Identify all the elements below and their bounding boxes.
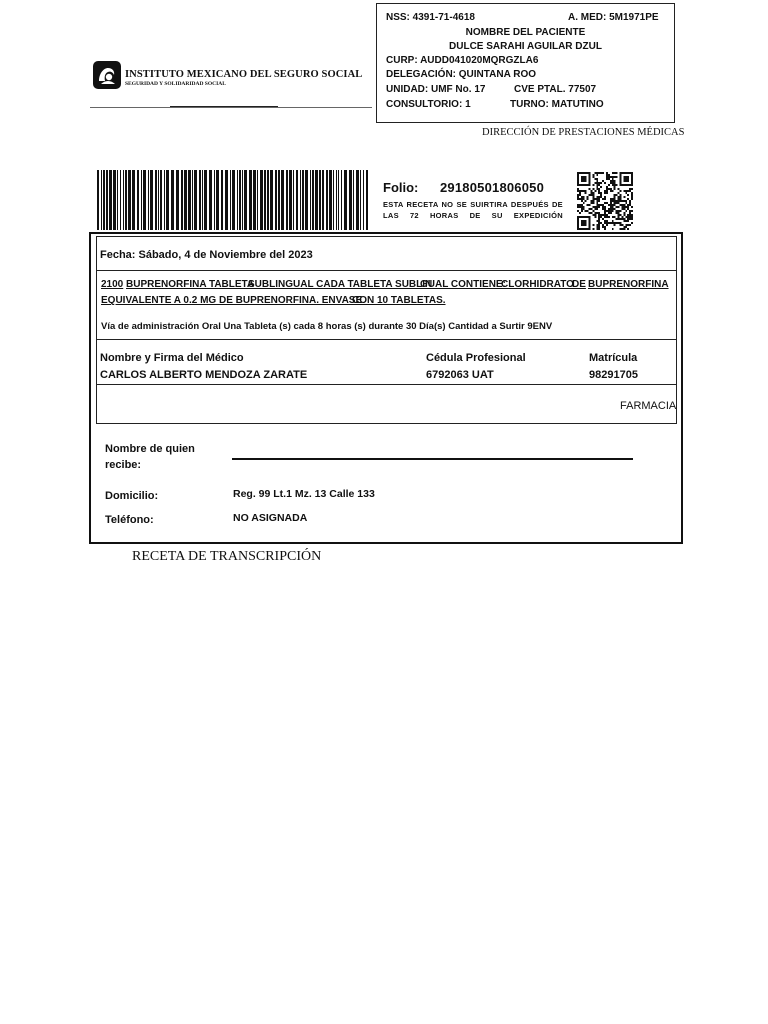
- med-text: CLORHIDRATO: [501, 279, 574, 290]
- divider: [97, 270, 677, 271]
- patient-delegacion: DELEGACIÓN: QUINTANA ROO: [386, 69, 536, 80]
- folio-expiry-note: ESTA RECETA NO SE SUIRTIRA DESPUÉS DE LAS 72 HORAS DE SU EXPEDICIÓN: [383, 200, 563, 220]
- doctor-name: CARLOS ALBERTO MENDOZA ZARATE: [100, 369, 308, 381]
- institution-tagline: SEGURIDAD Y SOLIDARIDAD SOCIAL: [125, 81, 226, 87]
- cedula-label: Cédula Profesional: [426, 352, 526, 364]
- patient-cve-ptal: CVE PTAL. 77507: [514, 84, 597, 95]
- doctor-name-label: Nombre y Firma del Médico: [100, 352, 244, 364]
- patient-nss: NSS: 4391-71-4618: [386, 12, 475, 23]
- med-text: DE: [572, 279, 586, 290]
- prescription-date: Fecha: Sábado, 4 de Noviembre del 2023: [100, 249, 313, 261]
- matricula-label: Matrícula: [589, 352, 638, 364]
- patient-turno: TURNO: MATUTINO: [510, 99, 604, 110]
- institution-name: INSTITUTO MEXICANO DEL SEGURO SOCIAL: [125, 69, 363, 80]
- divider: [97, 384, 677, 385]
- med-text: SUBLINGUAL CADA TABLETA SUBLIN: [248, 279, 433, 290]
- med-text: CON 10 TABLETAS.: [352, 295, 446, 306]
- administration-instructions: Vía de administración Oral Una Tableta (s) cada 8 horas (s) durante 30 Día(s) Cantidad a Surtir 9ENV: [101, 321, 553, 332]
- cedula-value: 6792063 UAT: [426, 369, 494, 381]
- patient-unidad: UNIDAD: UMF No. 17: [386, 84, 486, 95]
- recipient-signature-line: [232, 458, 633, 460]
- imss-logo: [92, 60, 363, 94]
- matricula-value: 98291705: [589, 369, 638, 381]
- qr-code-icon: [577, 172, 633, 230]
- footer-title: RECETA DE TRANSCRIPCIÓN: [132, 549, 322, 564]
- divider: [97, 339, 677, 340]
- telefono-label: Teléfono:: [105, 514, 154, 526]
- barcode-icon: [97, 170, 369, 230]
- med-text: BUPRENORFINA TABLETA: [126, 279, 255, 290]
- patient-info-box: [376, 3, 675, 123]
- logo-divider: [90, 107, 372, 108]
- med-text: GUAL CONTIENE:: [420, 279, 506, 290]
- imss-eagle-family-logo-icon: [92, 60, 122, 90]
- recibe-label-cont: recibe:: [105, 459, 142, 471]
- farmacia-label: FARMACIA: [620, 400, 677, 412]
- patient-name-label: NOMBRE DEL PACIENTE: [465, 27, 586, 38]
- logo-divider-accent: [170, 106, 278, 107]
- med-code: 2100: [101, 279, 124, 290]
- patient-consultorio: CONSULTORIO: 1: [386, 99, 471, 110]
- folio-label: Folio:: [383, 180, 419, 195]
- telefono-value: NO ASIGNADA: [233, 512, 308, 524]
- domicilio-label: Domicilio:: [105, 490, 159, 502]
- patient-a-med: A. MED: 5M1971PE: [568, 12, 659, 23]
- med-text: BUPRENORFINA: [588, 279, 669, 290]
- patient-name: DULCE SARAHI AGUILAR DZUL: [449, 41, 602, 52]
- recibe-label: Nombre de quien: [105, 443, 195, 455]
- direccion-heading: DIRECCIÓN DE PRESTACIONES MÉDICAS: [482, 127, 685, 138]
- med-text: EQUIVALENTE A 0.2 MG DE BUPRENORFINA. ENVASE: [101, 295, 363, 306]
- folio-number: 29180501806050: [440, 180, 545, 195]
- patient-curp: CURP: AUDD041020MQRGZLA6: [386, 55, 539, 66]
- domicilio-value: Reg. 99 Lt.1 Mz. 13 Calle 133: [233, 488, 375, 500]
